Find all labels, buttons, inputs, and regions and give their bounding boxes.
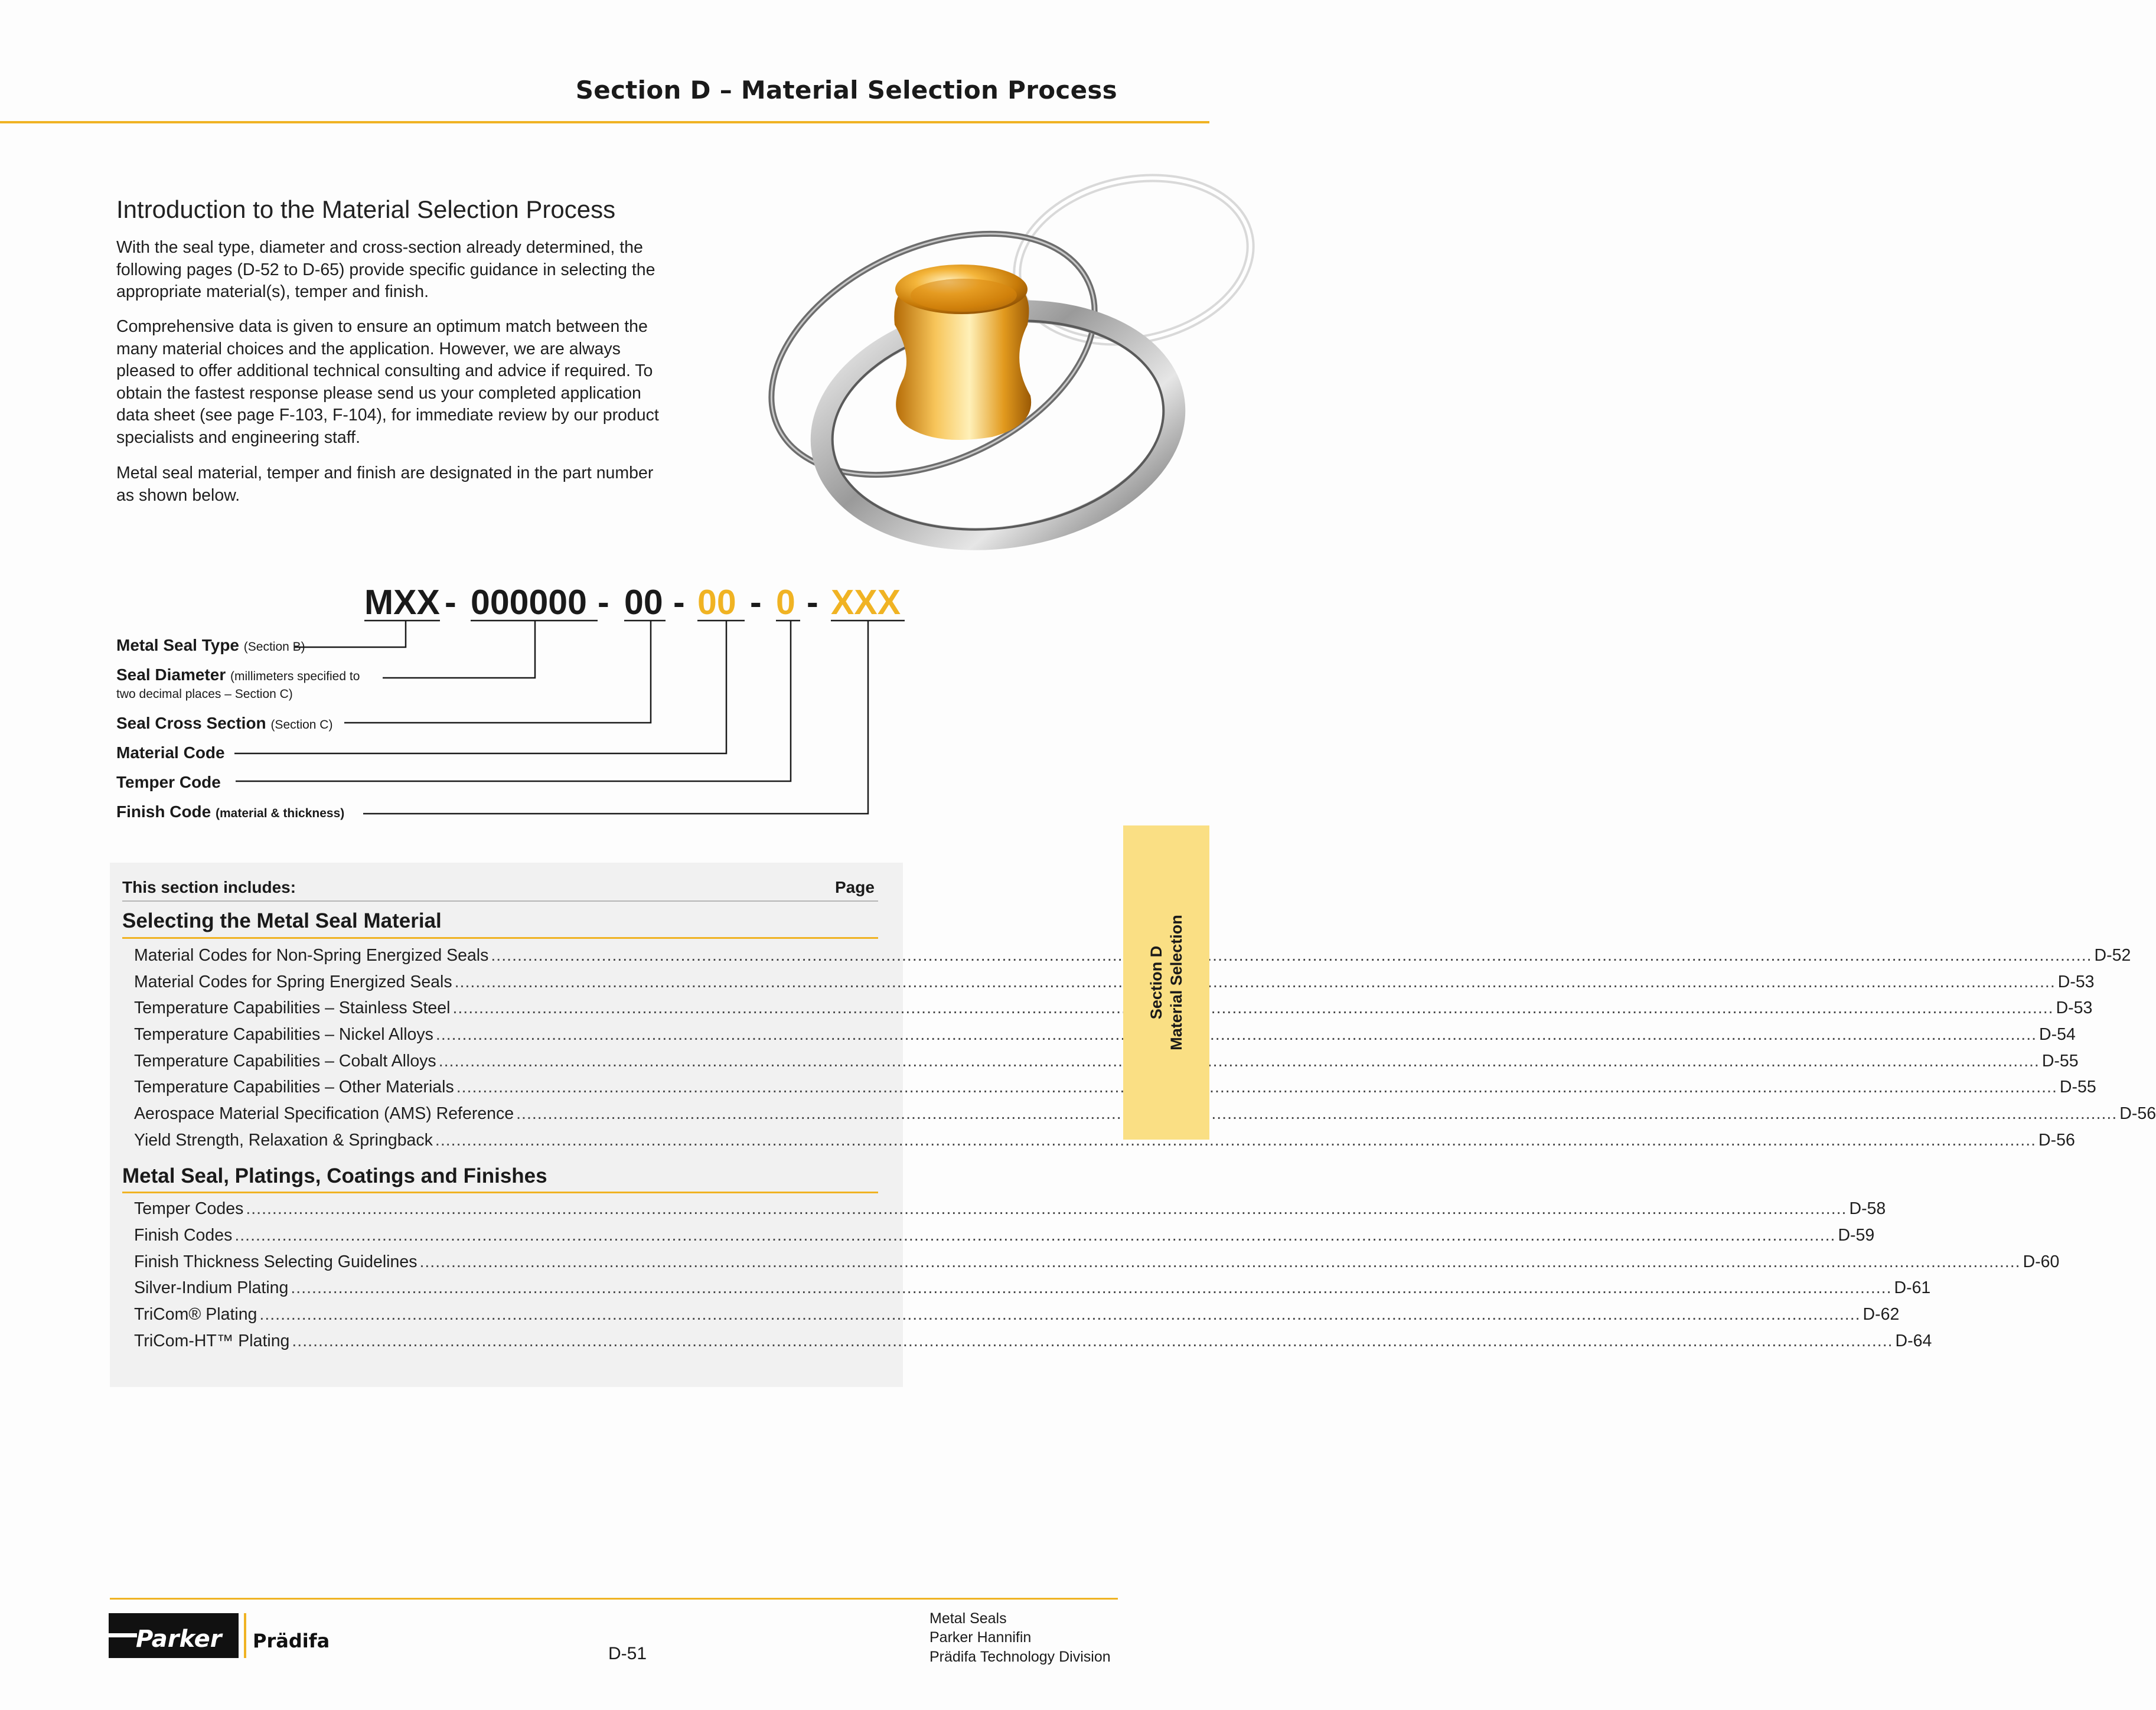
toc-section-title: Selecting the Metal Seal Material <box>122 909 442 932</box>
label-text: Material Code <box>116 743 225 762</box>
toc-entry-page: D-53 <box>2057 973 2095 991</box>
toc-entry-page: D-56 <box>2038 1131 2075 1150</box>
metal-seals-photo <box>732 177 1216 555</box>
toc-entry-page: D-56 <box>2119 1104 2156 1123</box>
label-material-code <box>116 743 225 762</box>
part-code-separator: - <box>750 583 762 622</box>
dot-leader <box>456 1078 2057 1097</box>
toc-section-divider <box>122 937 878 939</box>
toc-section-divider <box>122 1192 878 1193</box>
section-side-tab-label <box>1123 825 1209 1140</box>
label-note: (Section C) <box>270 718 333 732</box>
text-line: appropriate material(s), temper and finish. <box>116 282 429 301</box>
page-number: D-51 <box>608 1644 647 1663</box>
label-temper-code <box>116 773 221 792</box>
toc-entry[interactable] <box>134 1025 2076 1047</box>
text-line: data sheet (see page F-103, F-104), for immediate review by our product <box>116 406 659 425</box>
toc-entry[interactable] <box>134 1104 2156 1127</box>
toc-entry-title: Silver-Indium Plating <box>134 1278 289 1297</box>
toc-entry[interactable] <box>134 946 2131 968</box>
parker-brand: Parker <box>136 1626 222 1653</box>
part-code-separator: - <box>673 583 685 622</box>
text-line: following pages (D-52 to D-65) provide specific guidance in selecting the <box>116 260 655 279</box>
toc-entry-page: D-60 <box>2023 1252 2060 1271</box>
side-tab-line: Material Selection <box>1167 915 1185 1050</box>
toc-entry[interactable] <box>134 1078 2096 1100</box>
footer-line: Parker Hannifin <box>929 1629 1032 1646</box>
toc-entry-page: D-55 <box>2041 1052 2079 1071</box>
label-text: Finish Code <box>116 802 211 821</box>
text-line: Comprehensive data is given to ensure an optimum match between the <box>116 317 648 336</box>
part-code-diameter: 000000 <box>471 583 587 622</box>
part-code-temper: 0 <box>776 583 795 622</box>
label-note: (millimeters specified to <box>230 670 360 683</box>
intro-heading: Introduction to the Material Selection Process <box>116 195 616 223</box>
part-code-separator: - <box>807 583 818 622</box>
intro-paragraph-3 <box>116 462 683 507</box>
text-line: With the seal type, diameter and cross-section already determined, the <box>116 238 643 257</box>
side-tab-line: Section D <box>1147 945 1165 1020</box>
label-seal-cross-section <box>116 714 332 733</box>
footer-line: Prädifa Technology Division <box>929 1649 1111 1665</box>
parker-pradifa-logo <box>109 1607 330 1663</box>
toc-entry-title: Yield Strength, Relaxation & Springback <box>134 1131 433 1150</box>
toc-entry[interactable] <box>134 1052 2079 1074</box>
toc-entry-title: Temperature Capabilities – Nickel Alloys <box>134 1025 433 1044</box>
toc-entry-title: TriCom-HT™ Plating <box>134 1332 290 1350</box>
dot-leader <box>292 1332 1893 1351</box>
toc-entry-title: Finish Codes <box>134 1226 233 1245</box>
label-finish-code <box>116 802 344 821</box>
part-code-separator: - <box>598 583 609 622</box>
label-text: Metal Seal Type <box>116 636 240 654</box>
toc-entry-page: D-59 <box>1838 1226 1875 1245</box>
toc-entry-title: Aerospace Material Specification (AMS) Reference <box>134 1104 514 1123</box>
footer-divider <box>110 1598 1118 1600</box>
toc-entry[interactable] <box>134 1305 1900 1327</box>
dot-leader <box>455 973 2056 992</box>
part-code-finish: XXX <box>831 583 901 622</box>
toc-includes-label: This section includes: <box>122 878 296 896</box>
dot-leader <box>419 1252 2020 1272</box>
toc-entry[interactable] <box>134 998 2093 1021</box>
page-header-title: Section D – Material Selection Process <box>575 76 1117 105</box>
toc-entry-title: Material Codes for Non-Spring Energized Seals <box>134 946 489 965</box>
toc-entry-page: D-53 <box>2056 998 2093 1017</box>
dot-leader <box>436 1025 2037 1045</box>
text-line: many material choices and the application. However, we are always <box>116 339 621 358</box>
label-text: Seal Diameter <box>116 665 226 684</box>
part-code-cross-section: 00 <box>624 583 663 622</box>
toc-entry-title: Material Codes for Spring Energized Seals <box>134 973 452 991</box>
header-divider <box>0 121 1209 123</box>
text-line: pleased to offer additional technical consulting and advice if required. To <box>116 361 653 380</box>
toc-entry-title: Temper Codes <box>134 1199 244 1218</box>
dot-leader <box>452 998 2053 1018</box>
toc-entry[interactable] <box>134 1252 2060 1275</box>
part-code-material: 00 <box>697 583 736 622</box>
toc-section-title: Metal Seal, Platings, Coatings and Finishes <box>122 1164 547 1187</box>
toc-entry-title: Temperature Capabilities – Cobalt Alloys <box>134 1052 436 1071</box>
toc-entry[interactable] <box>134 1278 1931 1301</box>
toc-entry-title: TriCom® Plating <box>134 1305 257 1324</box>
intro-paragraph-2 <box>116 316 683 449</box>
toc-entry-page: D-61 <box>1894 1278 1931 1297</box>
dot-leader <box>435 1131 2036 1150</box>
label-note: (Section B) <box>243 640 305 654</box>
toc-divider <box>122 900 878 902</box>
label-text: Temper Code <box>116 773 221 791</box>
text-line: obtain the fastest response please send us your completed application <box>116 383 641 403</box>
toc-entry-title: Temperature Capabilities – Other Materials <box>134 1078 454 1097</box>
dot-leader <box>439 1052 2040 1071</box>
label-note: (material & thickness) <box>216 807 345 820</box>
toc-entry-title: Finish Thickness Selecting Guidelines <box>134 1252 417 1271</box>
dot-leader <box>291 1278 1891 1298</box>
dot-leader <box>259 1305 1860 1324</box>
toc-entry-title: Temperature Capabilities – Stainless Steel <box>134 998 451 1017</box>
dot-leader <box>516 1104 2117 1124</box>
pradifa-brand: Prädifa <box>253 1630 330 1652</box>
toc-entry[interactable] <box>134 973 2095 995</box>
dot-leader <box>246 1199 1847 1219</box>
text-line: Metal seal material, temper and finish are designated in the part number <box>116 464 654 482</box>
toc-page-label: Page <box>835 878 875 896</box>
dot-leader <box>234 1226 1835 1245</box>
toc-entry-page: D-55 <box>2059 1078 2096 1097</box>
text-line: as shown below. <box>116 485 240 505</box>
label-metal-seal-type <box>116 636 305 655</box>
toc-entry-page: D-58 <box>1849 1199 1886 1218</box>
part-code-type: MXX <box>364 583 440 622</box>
toc-entry[interactable] <box>134 1131 2075 1153</box>
toc-entry[interactable] <box>134 1199 1886 1222</box>
toc-entry-page: D-62 <box>1863 1305 1900 1324</box>
toc-entry[interactable] <box>134 1332 1932 1354</box>
toc-entry-page: D-54 <box>2039 1025 2076 1044</box>
label-text: Seal Cross Section <box>116 714 266 732</box>
footer-line: Metal Seals <box>929 1610 1007 1627</box>
toc-entry-page: D-64 <box>1895 1332 1932 1350</box>
dot-leader <box>491 946 2092 965</box>
intro-paragraph-1 <box>116 237 683 304</box>
toc-entry-page: D-52 <box>2094 946 2131 965</box>
label-seal-diameter <box>116 665 360 684</box>
toc-entry[interactable] <box>134 1226 1875 1248</box>
label-seal-diameter-note2: two decimal places – Section C) <box>116 687 293 701</box>
text-line: specialists and engineering staff. <box>116 428 360 447</box>
part-code-separator: - <box>445 583 456 622</box>
